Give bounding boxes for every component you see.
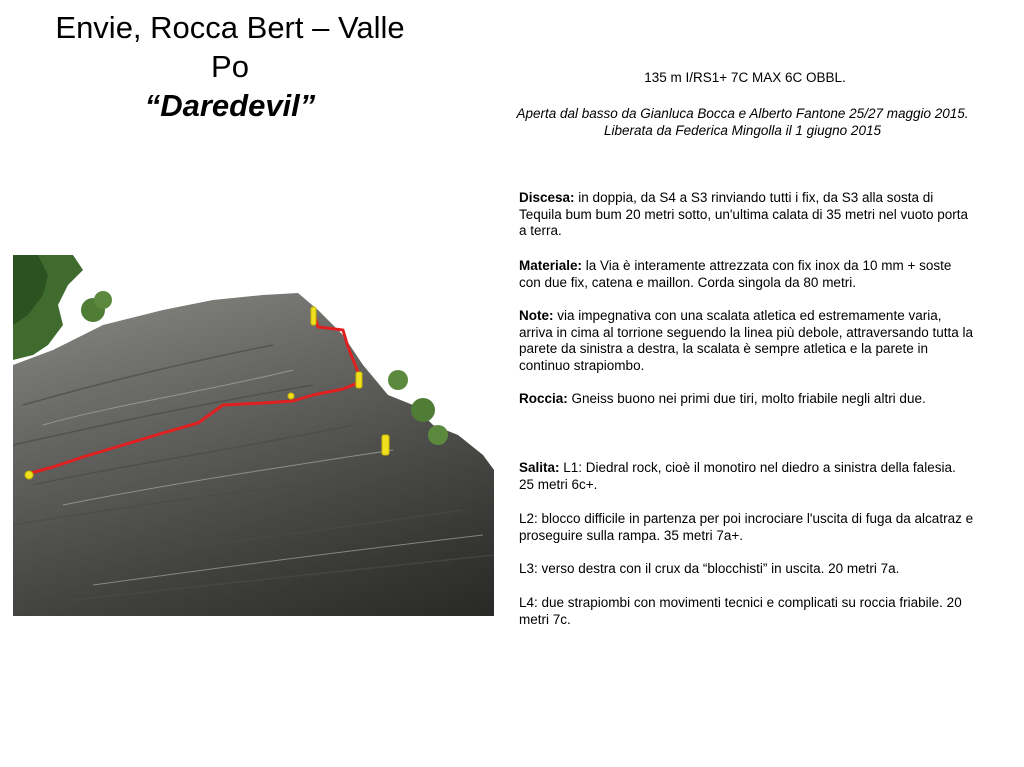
title-line-1: Envie, Rocca Bert – Valle [55,10,405,45]
notes-label: Note: [519,308,554,323]
route-grade: 135 m I/RS1+ 7C MAX 6C OBBL. [644,70,846,85]
route-name: “Daredevil” [144,88,316,123]
page-title [30,8,430,125]
pitch-l2: L2: blocco difficile in partenza per poi incrociare l'uscita di fuga da alcatraz e proseguire sulla rampa. 35 metri 7a+. [519,511,974,543]
pitch-l1-text: L1: Diedral rock, cioè il monotiro nel diedro a sinistra della falesia. 25 metri 6c+. [519,460,956,492]
title-line-2: Po [211,49,249,84]
descent-text: in doppia, da S4 a S3 rinviando tutti i fix, da S3 alla sosta di Tequila bum bum 20 metri sotto, un'ultima calata di 35 metri nel vuoto porta a terra. [519,190,969,238]
descent-label: Discesa: [519,190,575,205]
belay-marker-s2 [288,393,294,399]
pitch-l4: L4: due strapiombi con movimenti tecnici e complicati su roccia friabile. 20 metri 7c. [519,595,962,627]
first-ascent-info: Aperta dal basso da Gianluca Bocca e Alberto Fantone 25/27 maggio 2015. Liberata da Federica Mingolla il 1 giugno 2015 [516,106,969,138]
rock-label: Roccia: [519,391,568,406]
rock-text: Gneiss buono nei primi due tiri, molto friabile negli altri due. [567,391,926,406]
descent-paragraph [519,190,974,240]
notes-paragraph [519,308,974,374]
cliff-photo [13,255,494,616]
gear-paragraph [519,258,974,291]
belay-marker-s4 [311,307,316,325]
belay-marker-side [382,435,389,455]
rock-paragraph [519,391,974,408]
notes-text: via impegnativa con una scalata atletica ed estremamente varia, arriva in cima al torrione seguendo la linea più debole, attraversando tutta la parete da sinistra a destra, la scalata è sempre atletica e la parete in continuo strapiombo. [519,308,974,373]
gear-label: Materiale: [519,258,583,273]
belay-marker-s3 [356,372,362,388]
pitch-l3: L3: verso destra con il crux da “blocchisti” in uscita. 20 metri 7a. [519,561,900,576]
ascent-paragraph [519,460,974,493]
belay-marker-s1 [25,471,33,479]
ascent-label: Salita: [519,460,560,475]
gear-text: la Via è interamente attrezzata con fix inox da 10 mm + soste con due fix, catena e maillon. Corda singola da 80 metri. [519,258,952,290]
